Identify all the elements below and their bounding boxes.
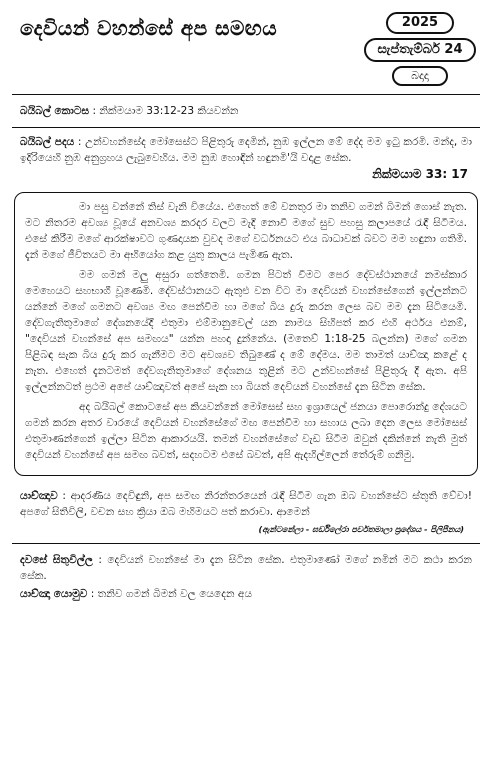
prayer-source: (ඇන්ටනේලා - ඝර්ඩිලේරා පර්වතමාලා ප්‍රදේශය - පිලිපීනය) [258, 524, 464, 534]
date-weekday: බදාදා [392, 66, 448, 86]
page-title: දෙවියන් වහන්සේ අප සමඟය [20, 16, 278, 40]
bible-verse-text: : උන්වහන්සේද මෝසෙස්ට පිළිතුරු දෙමින්, නුඹ ඉල්ලන මේ දේද මම ඉටු කරමි. මන්ද, මා ඉදිරියෙහි නුඹ අනුග්‍රහය ලැබුවෙහිය. මම නුඹ හොඳින් හඳුනමි'යි වදාළ සේක. [20, 136, 472, 164]
bible-verse [14, 128, 478, 186]
daily-thought-text: : දෙවියන් වහන්සේ මා දැන සිටින සේක. එතුමාණෝ මගේ නමින් මට කථා කරන සේක. [20, 554, 472, 582]
bible-reading [14, 95, 478, 127]
bible-reading-label: බයිබල් කොටස [20, 105, 90, 117]
date-day: සැප්තැම්බර් 24 [364, 38, 476, 62]
prayer-intention-label: යාච්ඤා යොමුව [20, 588, 88, 600]
prayer-section [14, 482, 478, 537]
reflection-paragraph: මා පසු වන්නේ තිස් වැනි වියේය. එහෙත් මේ වනතුර මා තනිව ගමන් බිමන් ගොස් නැත. මට නිතරම අවශ්‍ය වූයේ අනවශ්‍ය කරදර වලට මැදි නොවී මගේ සුව පහසු කලාපයේ රැඳී සිටීමය. එසේ කිරීම මගේ ආරක්ෂාවට ගුණදායක වුවද මගේ වර්ධනයට එය බාධාවක් බවට මම හඳුනා ගතිමි. දැන් මගේ ජීවිතයට මා අභියෝග කළ යුතු කාලය පැමිණ ඇත. [25, 201, 467, 261]
prayer-text: : ආදරණීය දෙවිඳුනි, අප සමඟ නිරන්තරයෙන් රැඳී සිටීම ගැන ඔබ වහන්සේට ස්තුති වේවා! අපගේ සිතිවිලි, වචන සහ ක්‍රියා ඔබ මහිමයට පත් කරාවා. ආමෙන් [20, 490, 472, 518]
daily-thought [14, 544, 478, 584]
date-year: 2025 [386, 12, 454, 34]
bible-verse-reference: නික්මයාම 33: 17 [372, 167, 468, 181]
bible-reading-text: : නික්මයාම 33:12-23 කියවන්න [92, 105, 239, 117]
reflection-paragraph: අද බයිබල් කොටසේ අප කියවන්නේ මෝසෙස් සහ ඉශ්‍රායෙල් ජනයා පොරොන්දු දේශයට ගමන් කරන අතර වාරයේ දෙවියන් වහන්සේගේ මඟ පෙන්වීම හා සහාය ලබා දෙන ලෙස මෝසෙස් එතුමාණන්ගෙන් ඉල්ලා සිටින ආකාරයයි. තමන් වහන්සේගේ වැඩ සිටීම ඔවුන් දකින්නේ නැති මුත් දෙවියන් වහන්සේ අප සමඟ බවත්, සදහටම එසේ බවත්, අපි ඇදහිල්ලෙන් තේරුම් ගනිමු. [25, 401, 467, 461]
prayer-intention [14, 584, 478, 602]
date-box [364, 12, 476, 90]
reflection-box [14, 192, 478, 476]
reflection-paragraph: මම ගමන් මලු අසුරා ගත්තෙමි. ගමන පිටත් වීමට පෙර දේවස්ථානයේ නමස්කාර මෙහෙයට සහභාගී වූණෙමි. දේවස්ථානයට ඇතුළු වන විට මා දෙවියන් වහන්සේගෙන් ඉල්ලන්නට යන්නේ මගේ ගමනට අවශ්‍ය මඟ පෙන්වීම හා මගේ බිය දුරු කරන ලෙස බව මම දැන සිටියෙමි. දේවගැතිතුමාගේ දේශනයේදී එතුමා එම්මානුවෙල් යන නාමය සිහිපත් කර එහි අර්ථය එනම්, "දෙවියන් වහන්සේ අප සමඟය" යන්න පහදා දුන්නේය. (මතෙව් 1:18-25 බලන්න) මගේ ගමන පිළිබඳ සැක බිය දුරු කර ගැනීමට මට අවශ්‍යව තිබුණේ ද මේ දේමය. මම තාමත් යාච්ඤා කළේ ද නැත. එහෙත් දැනටමත් දේවගැතිතුමාගේ දේශනය තුළින් මට උන්වහන්සේ පිළිතුරු දී ඇත. අපි ඉල්ලන්නටත් ප්‍රථම අපේ යාච්ඤාවත් අපේ සැක හා බියත් දෙවියන් වහන්සේ දැන සිටින සේක. [25, 269, 467, 393]
bible-verse-label: බයිබල් පදය [20, 136, 75, 148]
prayer-label: යාච්ඤාව [20, 490, 58, 502]
daily-thought-label: දවසේ සිතුවිල්ල [20, 554, 93, 566]
prayer-intention-text: : තනිව ගමන් බිමන් වල යෙදෙන අය [90, 588, 253, 600]
page-header [14, 10, 478, 94]
